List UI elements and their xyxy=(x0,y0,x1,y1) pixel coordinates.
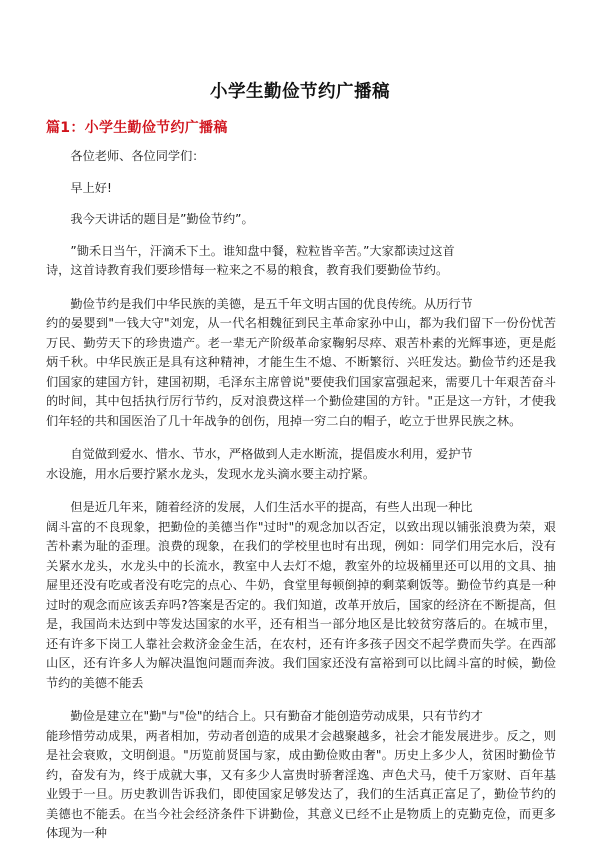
page-title: 小学生勤俭节约广播稿 xyxy=(210,82,390,102)
document-body xyxy=(46,147,556,858)
paragraph-water xyxy=(46,445,556,484)
paragraph-virtue xyxy=(46,295,556,432)
paragraph-continuation: 水设施，用水后要拧紧水龙头，发现水龙头滴水要主动拧紧。 xyxy=(46,466,376,481)
paragraph-line: 自觉做到爱水、惜水、节水，严格做到人走水断流，提倡废水利用，爱护节 xyxy=(70,447,473,461)
paragraph-line: 勤俭是建立在"勤"与"俭"的结合上。只有勤奋才能创造劳动成果，只有节约才 xyxy=(70,709,483,723)
paragraph-waste xyxy=(46,498,556,693)
paragraph-continuation: 诗，这首诗教育我们要珍惜每一粒来之不易的粮食，教育我们要勤俭节约。 xyxy=(46,263,449,277)
paragraph-continuation: 能珍惜劳动成果，两者相加，劳动者创造的成果才会越聚越多，社会才能发展进步。反之，则是社会衰败，文明倒退。"历览前贤国与家，成由勤俭败由奢"。历史上多少人，贫困时勤俭节约，奋发有为，终于成就大事，又有多少人富贵时骄奢淫逸、声色犬马，使千万家财、百年基业毁于一旦。历史教训告诉我们，即使国家足够发达了，我们的生活真正富足了，勤俭节约的美德也不能丢。在当今社会经济条件下讲勤俭，其意义已经不止是物质上的克勤克俭，而更多体现为一种 xyxy=(46,728,556,840)
paragraph-topic xyxy=(46,210,556,230)
paragraph-line: ”锄禾日当午，汗滴禾下土。谁知盘中餐，粒粒皆辛苦。”大家都读过这首 xyxy=(70,243,455,258)
paragraph-diligence xyxy=(46,707,556,844)
paragraph-line: 各位老师、各位同学们： xyxy=(70,149,205,163)
paragraph-greeting xyxy=(46,147,556,167)
paragraph-line: 勤俭节约是我们中华民族的美德，是五千年文明古国的优良传统。从历行节 xyxy=(70,296,473,311)
paragraph-poem xyxy=(46,242,556,281)
paragraph-continuation: 约的晏婴到"一钱大守"刘宠，从一代名相魏征到民主革命家孙中山，都为我们留下一份份忧苦万民、勤劳天下的珍贵遗产。老一辈无产阶级革命家鞠躬尽瘁、艰苦朴素的光辉事迹，更是彪炳千秋。中华民族正是具有这种精神，才能生生不熄、不断繁衍、兴旺发达。勤俭节约还是我们国家的建国方针，建国初期，毛泽东主席曾说"要使我们国家富强起来，需要几十年艰苦奋斗的时间，其中包括执行厉行节约，反对浪费这样一个勤俭建国的方针。"正是这一方针，才使我们年轻的共和国医治了几十年战争的创伤，甩掉一穷二白的帽子，屹立于世界民族之林。 xyxy=(46,316,556,428)
paragraph-line: 但是近几年来，随着经济的发展，人们生活水平的提高，有些人出现一种比 xyxy=(70,500,473,514)
paragraph-line: 早上好! xyxy=(70,180,112,195)
paragraph-good-morning xyxy=(46,179,556,199)
section-heading: 篇1：小学生勤俭节约广播稿 xyxy=(46,120,228,136)
paragraph-continuation: 阔斗富的不良现象，把勤俭的美德当作"过时"的观念加以否定，以致出现以铺张浪费为荣，艰苦朴素为耻的歪理。浪费的现象，在我们的学校里也时有出现，例如：同学们用完水后，没有关紧水龙头，水龙头中的长流水，教室中人去灯不熄，教室外的垃圾桶里还可以用的文具、抽屉里还没有吃或者没有吃完的点心、牛奶，食堂里每顿倒掉的剩菜剩饭等。勤俭节约真是一种过时的观念而应该丢弃吗?答案是否定的。我们知道，改革开放后，国家的经济在不断提高，但是，我国尚未达到中等发达国家的水平，还有相当一部分地区是比较贫穷落后的。在城市里，还有许多下岗工人靠社会救济金金生活，在农村，还有许多孩子因交不起学费而失学。在西部山区，还有许多人为解决温饱问题而奔波。我们国家还没有富裕到可以比阔斗富的时候，勤俭节约的美德不能丢 xyxy=(46,519,556,690)
paragraph-line: 我今天讲话的题目是”勤俭节约”。 xyxy=(70,212,254,226)
